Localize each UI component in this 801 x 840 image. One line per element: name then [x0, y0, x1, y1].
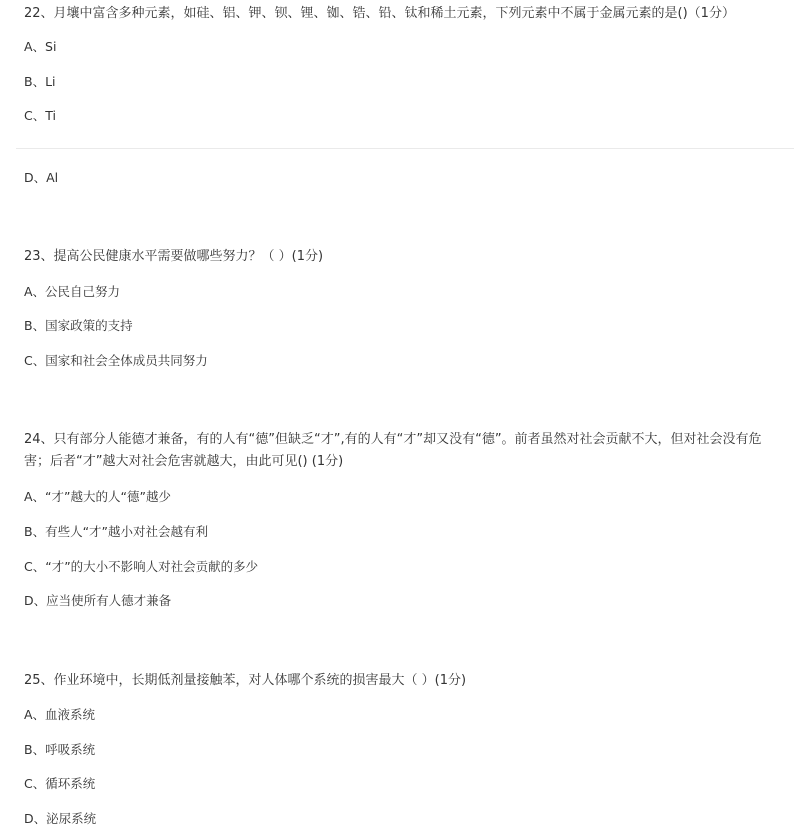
question-stem: 22、月壤中富含多种元素，如硅、铝、钾、钡、锂、铷、锆、铅、钛和稀土元素，下列元素中不属于金属元素的是()（1分）: [24, 6, 735, 21]
option-b[interactable]: B、有些人“才”越小对社会越有利: [24, 524, 209, 539]
option-a[interactable]: A、Si: [24, 39, 57, 54]
option-d[interactable]: D、泌尿系统: [24, 811, 97, 826]
option-a[interactable]: A、公民自己努力: [24, 284, 121, 299]
option-b[interactable]: B、Li: [24, 74, 56, 89]
option-d[interactable]: D、Al: [24, 170, 59, 185]
question-stem: 24、只有部分人能德才兼备，有的人有“德”但缺乏“才”,有的人有“才”却又没有“德”。前者虽然对社会贡献不大，但对社会没有危害；后者“才”越大对社会危害就越大，由此可见() (1分): [24, 432, 762, 469]
question-22: [24, 3, 787, 25]
option-b[interactable]: B、呼吸系统: [24, 742, 96, 757]
question-stem: 23、提高公民健康水平需要做哪些努力？（ ）(1分): [24, 249, 324, 264]
option-c[interactable]: C、循环系统: [24, 776, 96, 791]
question-25: [24, 670, 787, 692]
option-d[interactable]: D、应当使所有人德才兼备: [24, 593, 172, 608]
option-c[interactable]: C、国家和社会全体成员共同努力: [24, 353, 208, 368]
option-a[interactable]: A、“才”越大的人“德”越少: [24, 489, 171, 504]
option-a[interactable]: A、血液系统: [24, 707, 96, 722]
option-c[interactable]: C、“才”的大小不影响人对社会贡献的多少: [24, 559, 259, 574]
question-stem: 25、作业环境中，长期低剂量接触苯，对人体哪个系统的损害最大（ ）(1分): [24, 673, 467, 688]
option-c[interactable]: C、Ti: [24, 108, 56, 123]
question-24: [24, 429, 787, 473]
option-b[interactable]: B、国家政策的支持: [24, 318, 133, 333]
page-divider: [16, 148, 794, 149]
question-23: [24, 246, 787, 268]
